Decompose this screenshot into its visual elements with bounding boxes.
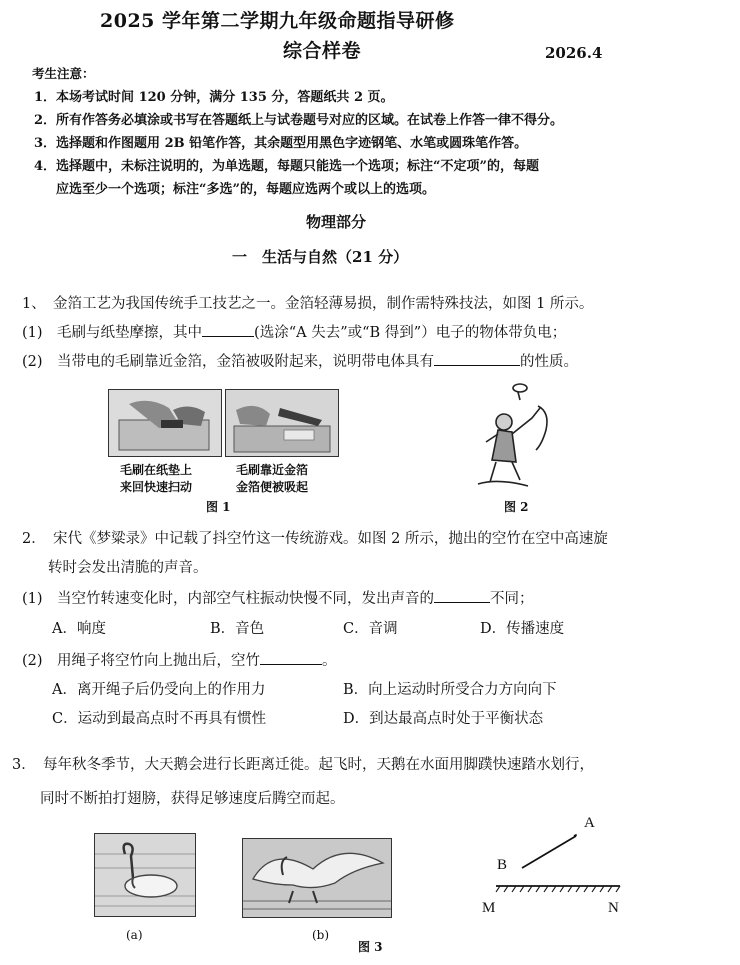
figure-2-label: 图 2 — [504, 500, 529, 514]
q2-sub2-option-c[interactable]: C．运动到最高点时不再具有惯性 — [52, 711, 267, 727]
notice-item-3: 3．选择题和作图题用 2B 铅笔作答，其余题型用黑色字迹钢笔、水笔或圆珠笔作答。 — [34, 136, 528, 151]
diagram-label-n: N — [608, 900, 619, 916]
q1-sub1-blank[interactable] — [202, 322, 254, 337]
q2-sub2-pre: (2) 用绳子将空竹向上抛出后，空竹 — [22, 653, 261, 669]
q2-stem-line1: 2． 宋代《梦粱录》中记载了抖空竹这一传统游戏。如图 2 所示，抛出的空竹在空中高速旋 — [22, 531, 608, 547]
q1-sub1-post: (选涂“A 失去”或“B 得到”）电子的物体带负电； — [254, 325, 567, 341]
diagram-label-m: M — [482, 900, 496, 916]
exam-title-line1: 2025 学年第二学期九年级命题指导研修 — [100, 10, 455, 32]
figure-3b-swan-photo — [242, 838, 392, 918]
q3-stem-line2: 同时不断拍打翅膀，获得足够速度后腾空而起。 — [40, 791, 345, 807]
diagram-label-b: B — [497, 857, 508, 873]
figure-3a-label: (a) — [126, 928, 143, 942]
q2-stem-line2: 转时会发出清脆的声音。 — [48, 560, 208, 576]
q2-sub1-pre: (1) 当空竹转速变化时，内部空气柱振动快慢不同，发出声音的 — [22, 591, 435, 607]
q2-sub1-blank[interactable] — [434, 588, 490, 603]
figure-1-label: 图 1 — [206, 500, 231, 514]
part-title: 物理部分 — [306, 213, 367, 231]
ray-ab-line — [522, 836, 576, 868]
q2-sub2-option-a[interactable]: A．离开绳子后仍受向上的作用力 — [52, 682, 266, 698]
notice-item-4: 4．选择题中，未标注说明的，为单选题，每题只能选一个选项；标注“不定项”的，每题 — [34, 159, 540, 174]
figure-3-label: 图 3 — [358, 940, 383, 954]
figure-1-caption-right-2: 金箔便被吸起 — [236, 480, 309, 494]
figure-3a-swan-photo — [94, 833, 196, 917]
q2-sub2-blank[interactable] — [260, 650, 322, 665]
q2-sub1-post: 不同； — [490, 591, 534, 607]
exam-date: 2026.4 — [545, 44, 603, 62]
section-title: 一 生活与自然（21 分） — [232, 248, 409, 266]
notice-item-2: 2．所有作答务必填涂或书写在答题纸上与试卷题号对应的区域。在试卷上作答一律不得分。 — [34, 113, 564, 128]
notice-item-4-cont: 应选至少一个选项；标注“多选”的，每题应选两个或以上的选项。 — [56, 182, 435, 197]
q2-sub1-option-a[interactable]: A．响度 — [52, 621, 106, 637]
notice-heading: 考生注意： — [32, 66, 95, 81]
q1-sub2 — [22, 350, 578, 371]
diagram-label-a: A — [584, 815, 595, 831]
q2-sub2-option-b[interactable]: B．向上运动时所受合力方向向下 — [343, 682, 557, 698]
figure-1-caption-left-1: 毛刷在纸垫上 — [120, 463, 193, 477]
figure-1-photo-right — [225, 389, 339, 457]
q2-sub1 — [22, 587, 534, 608]
figure-1-photo-left — [108, 389, 222, 457]
q1-sub2-post: 的性质。 — [520, 354, 579, 370]
q2-sub2-option-d[interactable]: D．到达最高点时处于平衡状态 — [343, 711, 544, 727]
q2-sub1-option-d[interactable]: D．传播速度 — [480, 621, 565, 637]
q1-sub1-pre: (1) 毛刷与纸垫摩擦，其中 — [22, 325, 203, 341]
figure-1-caption-right-1: 毛刷靠近金箔 — [236, 463, 309, 477]
q3-stem-line1: 3． 每年秋冬季节，大天鹅会进行长距离迁徙。起飞时，天鹅在水面用脚蹼快速踏水划行， — [12, 757, 594, 773]
figure-2-diabolo-illustration — [468, 378, 558, 490]
q1-stem: 1、 金箔工艺为我国传统手工技艺之一。金箔轻薄易损，制作需特殊技法，如图 1 所示。 — [22, 296, 594, 312]
q2-sub1-option-b[interactable]: B．音色 — [210, 621, 265, 637]
notice-item-1: 1．本场考试时间 120 分钟，满分 135 分，答题纸共 2 页。 — [34, 90, 394, 105]
q2-sub2 — [22, 649, 337, 670]
q2-sub2-post: 。 — [322, 653, 337, 669]
exam-title-line2: 综合样卷 — [283, 40, 362, 62]
q1-sub1 — [22, 321, 566, 342]
q1-sub2-blank[interactable] — [434, 351, 520, 366]
figure-3b-label: (b) — [312, 928, 330, 942]
figure-1-caption-left-2: 来回快速扫动 — [120, 480, 193, 494]
q2-sub1-option-c[interactable]: C．音调 — [343, 621, 398, 637]
q1-sub2-pre: (2) 当带电的毛刷靠近金箔，金箔被吸附起来，说明带电体具有 — [22, 354, 435, 370]
